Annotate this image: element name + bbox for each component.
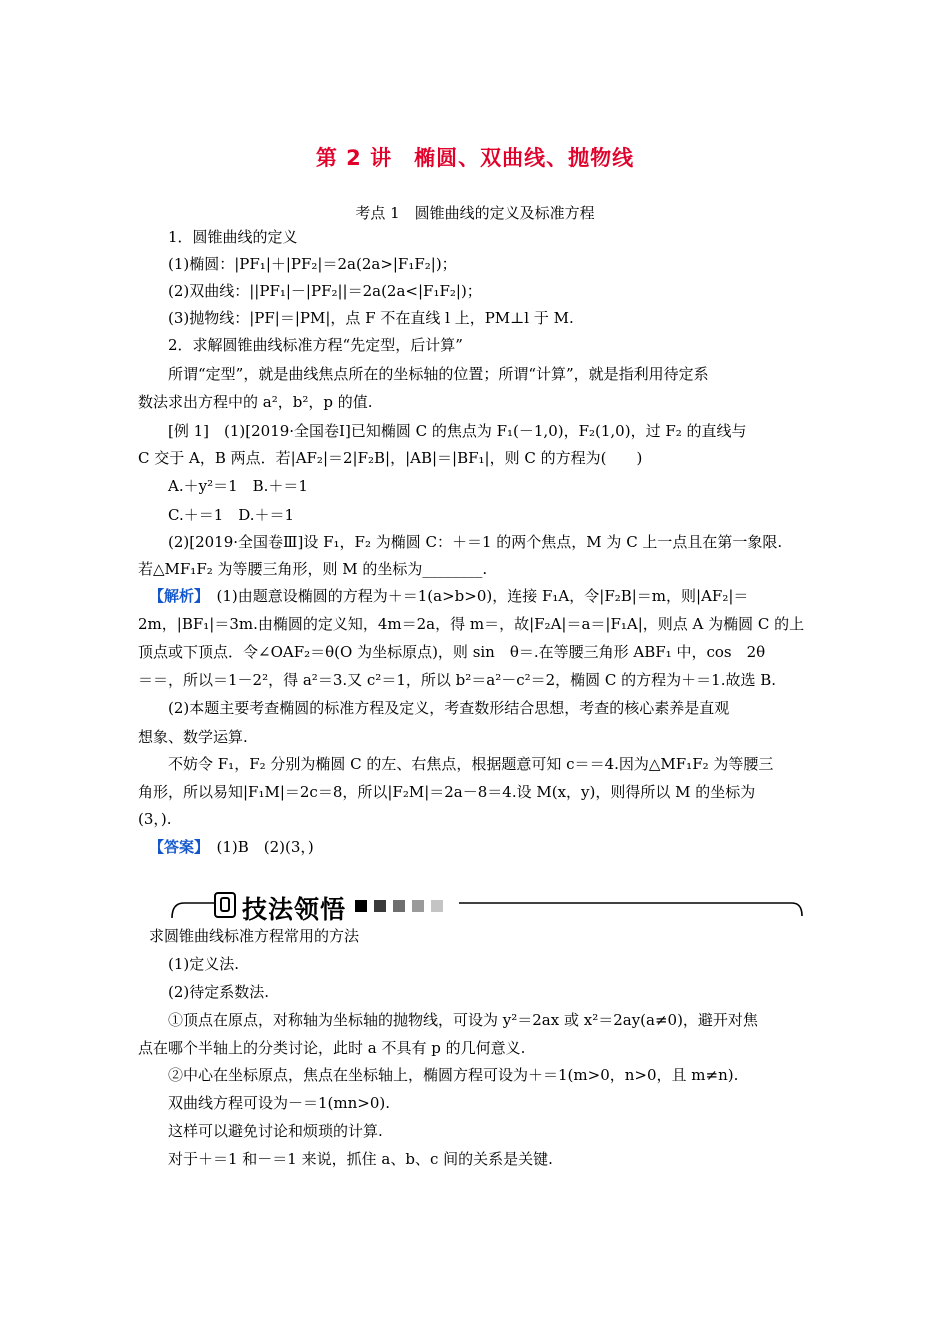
section-heading: 考点 1 圆锥曲线的定义及标准方程 (355, 204, 595, 222)
answer-text: (1)B (2)(3，) (201, 838, 314, 856)
example-part2-line-2: 若△MF₁F₂ 为等腰三角形，则 M 的坐标为________. (138, 560, 488, 578)
method-heading: 2．求解圆锥曲线标准方程“先定型，后计算” (168, 336, 463, 354)
example-line-2: C 交于 A，B 两点．若|AF₂|＝2|F₂B|，|AB|＝|BF₁|，则 C 的方程为( ) (138, 449, 643, 467)
method-line-2: 数法求出方程中的 a²，b²，p 的值. (138, 393, 373, 411)
example-part2-line-1: (2)[2019·全国卷Ⅲ]设 F₁，F₂ 为椭圆 C：＋＝1 的两个焦点，M 为 C 上一点且在第一象限. (168, 533, 783, 551)
banner-title: 技法领悟 (242, 895, 347, 924)
tips-line-2: (1)定义法. (168, 955, 240, 973)
analysis-line-4: ＝＝，所以＝1－2²，得 a²＝3.又 c²＝1，所以 b²＝a²－c²＝2，椭圆 C 的方程为＋＝1.故选 B. (138, 671, 777, 689)
tips-line-1: 求圆锥曲线标准方程常用的方法 (149, 927, 360, 945)
pen-icon (215, 893, 235, 917)
example-options-ab: A.＋y²＝1 B.＋＝1 (168, 477, 308, 495)
analysis-line-1 (149, 586, 815, 606)
tips-line-5: 点在哪个半轴上的分类讨论，此时 a 不具有 p 的几何意义. (138, 1039, 526, 1057)
method-line-1: 所谓“定型”，就是曲线焦点所在的坐标轴的位置；所谓“计算”，就是指利用待定系 (168, 365, 709, 383)
example-options-cd: C.＋＝1 D.＋＝1 (168, 506, 295, 524)
answer-tag: 【答案】 (149, 838, 202, 856)
analysis-line-7: 不妨令 F₁，F₂ 分别为椭圆 C 的左、右焦点，根据题意可知 c＝＝4.因为△MF₁F₂ 为等腰三 (168, 755, 774, 773)
analysis-line-6: 想象、数学运算. (138, 728, 248, 746)
analysis-tag: 【解析】 (149, 587, 202, 605)
page-title: 第 2 讲 椭圆、双曲线、抛物线 (315, 146, 635, 170)
analysis-line-3: 顶点或下顶点．令∠OAF₂＝θ(O 为坐标原点)，则 sin θ＝.在等腰三角形 ABF₁ 中，cos 2θ (138, 643, 766, 661)
def-hyperbola: (2)双曲线：||PF₁|－|PF₂||＝2a(2a<|F₁F₂|)； (168, 282, 482, 300)
tips-line-4: ①顶点在原点，对称轴为坐标轴的抛物线，可设为 y²＝2ax 或 x²＝2ay(a≠0)，避开对焦 (168, 1011, 758, 1029)
answer-line (149, 837, 815, 857)
tips-line-7: 双曲线方程可设为－＝1(mn>0). (168, 1094, 391, 1112)
def-parabola: (3)抛物线：|PF|＝|PM|，点 F 不在直线 l 上，PM⊥l 于 M. (168, 309, 574, 327)
definitions-heading: 1．圆锥曲线的定义 (168, 228, 298, 246)
technique-banner (170, 888, 804, 924)
analysis-text-1: (1)由题意设椭圆的方程为＋＝1(a>b>0)，连接 F₁A，令|F₂B|＝m，则|AF₂|＝ (201, 587, 749, 605)
analysis-line-5: (2)本题主要考查椭圆的标准方程及定义，考查数形结合思想，考查的核心素养是直观 (168, 699, 730, 717)
example-line-1: [例 1] (1)[2019·全国卷Ⅰ]已知椭圆 C 的焦点为 F₁(－1,0)，F₂(1,0)，过 F₂ 的直线与 (168, 422, 747, 440)
analysis-line-2: 2m，|BF₁|＝3m.由椭圆的定义知，4m＝2a，得 m＝，故|F₂A|＝a＝|F₁A|，则点 A 为椭圆 C 的上 (138, 615, 805, 633)
tips-line-3: (2)待定系数法. (168, 983, 270, 1001)
analysis-line-9: (3，). (138, 810, 172, 828)
analysis-line-8: 角形，所以易知|F₁M|＝2c＝8，所以|F₂M|＝2a－8＝4.设 M(x，y)，则得所以 M 的坐标为 (138, 783, 756, 801)
tips-line-8: 这样可以避免讨论和烦琐的计算. (168, 1122, 383, 1140)
def-ellipse: (1)椭圆：|PF₁|＋|PF₂|＝2a(2a>|F₁F₂|)； (168, 255, 457, 273)
tips-line-9: 对于＋＝1 和－＝1 来说，抓住 a、b、c 间的关系是关键. (168, 1150, 553, 1168)
tips-line-6: ②中心在坐标原点，焦点在坐标轴上，椭圆方程可设为＋＝1(m>0，n>0，且 m≠n). (168, 1066, 739, 1084)
